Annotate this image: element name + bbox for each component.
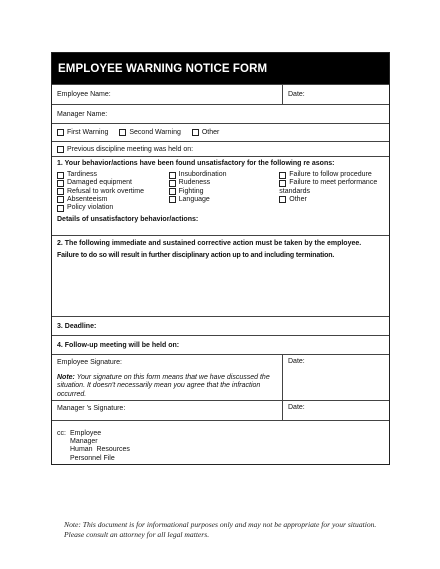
legal-disclaimer: Note: This document is for informational purposes only and may not be appropriate for your situation. Please consult an attorney for all legal matters. [64, 520, 377, 540]
first-warning-checkbox[interactable] [57, 129, 64, 136]
behavior-label: Refusal to work overtime [67, 187, 145, 195]
cc-recipient: Human Resources [70, 446, 130, 454]
employee-signature-label: Employee Signature: [57, 359, 122, 366]
cc-recipient: Employee [70, 430, 102, 437]
behavior-option[interactable] [169, 171, 280, 179]
behavior-label: Insubordination [178, 171, 227, 178]
employee-signature-field[interactable] [52, 355, 282, 400]
behavior-label: Language [178, 195, 210, 203]
first-warning-option[interactable] [57, 129, 108, 136]
second-warning-label: Second Warning [129, 129, 181, 136]
behavior-checkbox[interactable] [169, 172, 176, 179]
employee-name-field[interactable]: Employee Name: [57, 91, 111, 98]
behavior-label: Rudeness [178, 179, 211, 187]
employee-name-row [52, 84, 389, 104]
behavior-option[interactable] [279, 179, 384, 196]
behavior-label: Damaged equipment [67, 179, 132, 187]
behavior-checkbox[interactable] [57, 180, 64, 187]
signature-note-label: Note: [57, 374, 75, 382]
manager-signature-label: Manager 's Signature: [57, 405, 126, 412]
warning-level-row [52, 123, 389, 141]
behavior-option[interactable] [57, 179, 169, 187]
behavior-label: Other [289, 195, 307, 203]
previous-meeting-row [52, 141, 389, 156]
signature-note [57, 374, 277, 399]
behavior-column-1 [57, 171, 169, 212]
behavior-option[interactable] [57, 204, 169, 212]
employee-signature-date-field[interactable] [282, 355, 389, 400]
manager-signature-date-field[interactable] [282, 401, 389, 420]
date-field[interactable] [282, 85, 389, 104]
behavior-label: Policy violation [67, 204, 114, 212]
behavior-checkbox[interactable] [57, 205, 64, 212]
termination-warning: Failure to do so will result in further disciplinary action up to and including termination. [57, 252, 335, 259]
behavior-option[interactable] [57, 188, 169, 196]
behavior-option[interactable] [57, 171, 169, 179]
behavior-option[interactable] [279, 171, 384, 179]
behavior-label: Failure to meet performance standards [279, 179, 378, 195]
details-label: Details of unsatisfactory behavior/actions: [57, 216, 199, 224]
cc-label: cc: [57, 430, 66, 437]
other-warning-option[interactable] [192, 129, 220, 136]
behavior-option[interactable] [57, 196, 169, 204]
other-warning-label: Other [201, 129, 220, 136]
employee-signature-row [52, 354, 389, 400]
second-warning-checkbox[interactable] [119, 129, 126, 136]
behavior-column-2 [169, 171, 280, 212]
cc-recipient: Personnel File [70, 454, 115, 462]
section-4-follow-up[interactable] [52, 335, 389, 354]
behavior-label: Tardiness [67, 171, 97, 178]
behavior-option[interactable] [279, 196, 384, 204]
manager-name-field[interactable]: Manager Name: [57, 110, 108, 118]
behavior-label: Fighting [178, 187, 204, 195]
first-warning-label: First Warning [67, 129, 109, 136]
behavior-option[interactable] [169, 179, 280, 187]
behavior-option[interactable] [169, 188, 280, 196]
manager-signature-row [52, 400, 389, 420]
other-warning-checkbox[interactable] [192, 129, 199, 136]
warning-notice-form [51, 52, 390, 465]
section-2-corrective-action[interactable] [52, 235, 389, 316]
previous-meeting-checkbox[interactable] [57, 146, 64, 153]
behavior-label: Failure to follow procedure [289, 171, 372, 178]
behavior-checklist [57, 171, 384, 212]
date-label: Date: [288, 91, 305, 98]
section-2-heading: 2. The following immediate and sustained corrective action must be taken by the employee. [57, 240, 362, 247]
behavior-checkbox[interactable] [57, 172, 64, 179]
signature-note-text: Your signature on this form means that we have discussed the situation. It doesn't necessarily mean you agree that the infraction occurred. [57, 374, 270, 398]
section-1-heading: 1. Your behavior/actions have been found unsatisfactory for the following re asons: [57, 160, 335, 167]
deadline-label: 3. Deadline: [57, 322, 97, 330]
behavior-checkbox[interactable] [57, 188, 64, 195]
manager-signature-field[interactable] [52, 401, 282, 420]
behavior-option[interactable] [169, 196, 280, 204]
behavior-checkbox[interactable] [57, 196, 64, 203]
behavior-checkbox[interactable] [169, 188, 176, 195]
behavior-checkbox[interactable] [279, 172, 286, 179]
behavior-checkbox[interactable] [169, 196, 176, 203]
employee-date-label: Date: [288, 358, 305, 365]
manager-date-label: Date: [288, 404, 305, 411]
second-warning-option[interactable] [119, 129, 181, 136]
cc-row [52, 420, 389, 464]
behavior-checkbox[interactable] [279, 196, 286, 203]
behavior-label: Absenteeism [67, 195, 108, 203]
form-title: EMPLOYEE WARNING NOTICE FORM [52, 53, 389, 84]
behavior-checkbox[interactable] [169, 180, 176, 187]
previous-meeting-label: Previous discipline meeting was held on: [67, 145, 194, 153]
section-3-deadline[interactable] [52, 316, 389, 335]
section-1-behavior [52, 156, 389, 235]
manager-name-row [52, 104, 389, 123]
follow-up-label: 4. Follow-up meeting will be held on: [57, 341, 180, 349]
behavior-column-3 [279, 171, 384, 212]
cc-recipient: Manager [70, 438, 98, 446]
